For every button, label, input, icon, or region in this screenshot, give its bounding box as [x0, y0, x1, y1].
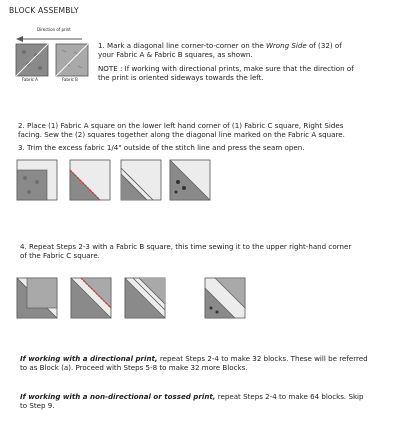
block-diagram-1 — [17, 160, 57, 200]
step3-line1: 3. Trim the excess fabric 1/4" outside of the stitch line and press the seam open. — [18, 143, 305, 152]
directional-para-line2: to as Block (a). Proceed with Steps 5-8 to make 32 more Blocks. — [20, 363, 248, 372]
directional-para-line1: If working with a directional print, repeat Steps 2-4 to make 32 blocks. These will be referred — [20, 354, 368, 363]
step4-line1: 4. Repeat Steps 2-3 with a Fabric B square, this time sewing it to the upper right-hand corner — [20, 242, 352, 251]
fabric-a-label: Fabric A — [22, 77, 38, 82]
nondirectional-para-line1: If working with a non-directional or tossed print, repeat Steps 2-4 to make 64 blocks. Skip — [20, 392, 364, 401]
step1-note-line2: the print is oriented sideways towards the left. — [98, 73, 264, 82]
fabric-a-square — [16, 44, 48, 76]
block-diagram-6 — [71, 278, 111, 318]
block-diagram-5 — [17, 278, 57, 318]
fabric-b-label: Fabric B — [62, 77, 78, 82]
block-diagram-8 — [205, 278, 245, 318]
fabric-b-square — [56, 44, 88, 76]
step2-line2: facing. Sew the (2) squares together along the diagonal line marked on the Fabric A square. — [18, 130, 345, 139]
step4-line2: of the Fabric C square. — [20, 251, 100, 260]
block-diagram-2 — [70, 160, 110, 200]
section-title: BLOCK ASSEMBLY — [9, 6, 79, 15]
step1-line2: your Fabric A & Fabric B squares, as shown. — [98, 50, 253, 59]
nondirectional-para-line2: to Step 9. — [20, 401, 55, 410]
block-diagram-4 — [170, 160, 210, 200]
block-diagram-7 — [125, 278, 165, 318]
step1-line1: 1. Mark a diagonal line corner-to-corner on the Wrong Side of (32) of — [98, 41, 342, 50]
direction-arrow-icon — [16, 36, 86, 42]
step2-line1: 2. Place (1) Fabric A square on the lower left hand corner of (1) Fabric C square, Right Sides — [18, 121, 344, 130]
step1-note-line1: NOTE : If working with directional prints, make sure that the direction of — [98, 64, 354, 73]
direction-label: Direction of print — [37, 27, 71, 32]
block-diagram-3 — [121, 160, 161, 200]
